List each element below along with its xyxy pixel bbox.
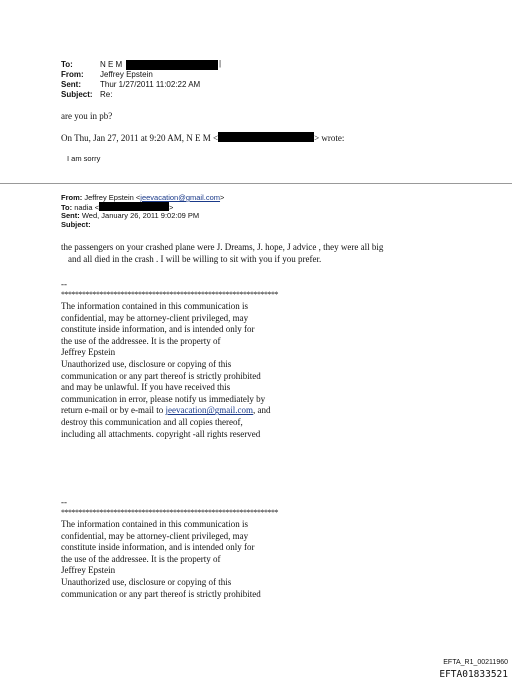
to-value-end: | <box>219 59 222 68</box>
disclaimer-line: the use of the addressee. It is the property of <box>61 335 221 346</box>
disclaimer-line: constitute inside information, and is intended only for <box>61 324 255 335</box>
star-separator: ************************************************************** <box>61 508 278 517</box>
quote-intro <box>61 132 344 145</box>
email2-body-line1: the passengers on your crashed plane were J. Dreams, J. hope, J advice , they were all big <box>61 242 384 252</box>
to-value: N E M <box>100 60 123 69</box>
star-separator: ************************************************************** <box>61 290 278 299</box>
signature-dash: -- <box>61 279 67 289</box>
disclaimer-line: constitute inside information, and is intended only for <box>61 542 255 553</box>
from-email-link[interactable]: jeevacation@gmail.com <box>140 193 221 202</box>
sent-label: Sent: <box>61 80 81 89</box>
disclaimer-line: communication or any part thereof is strictly prohibited <box>61 370 261 381</box>
to-label: To: <box>61 203 73 212</box>
footer-id-1: EFTA_R1_00211960 <box>443 659 508 666</box>
from-label: From: <box>61 193 83 202</box>
from-label: From: <box>61 70 84 79</box>
from-value: Jeffrey Epstein < <box>84 193 141 202</box>
subject-value: Re: <box>100 90 113 99</box>
redaction-box <box>99 202 169 211</box>
disclaimer-block <box>61 301 270 440</box>
redaction-box <box>218 132 314 142</box>
signature-dash: -- <box>61 497 67 507</box>
disclaimer-line: confidential, may be attorney-client privileged, may <box>61 312 249 323</box>
disclaimer-line: Jeffrey Epstein <box>61 347 116 358</box>
disclaimer-line: confidential, may be attorney-client privileged, may <box>61 530 249 541</box>
disclaimer-line: including all attachments. copyright -all rights reserved <box>61 428 261 439</box>
disclaimer-line: the use of the addressee. It is the property of <box>61 553 221 564</box>
email2-from-line <box>61 193 224 202</box>
disclaimer-line: communication or any part thereof is strictly prohibited <box>61 588 261 599</box>
disclaimer-line: Jeffrey Epstein <box>61 565 116 576</box>
sent-value: Thur 1/27/2011 11:02:22 AM <box>100 80 201 89</box>
email2-subject-line <box>61 220 91 229</box>
disclaimer-line: and may be unlawful. If you have received this <box>61 382 231 393</box>
email2-sent-line <box>61 211 199 220</box>
email2-body-line2: and all died in the crash . I will be willing to sit with you if you prefer. <box>68 254 322 264</box>
disclaimer-block <box>61 519 261 600</box>
quote-intro-pre: On Thu, Jan 27, 2011 at 9:20 AM, N E M < <box>61 133 219 143</box>
to-end: > <box>169 203 174 212</box>
footer-id-2: EFTA01833521 <box>439 669 508 680</box>
disclaimer-line: The information contained in this communication is <box>61 519 248 529</box>
from-value: Jeffrey Epstein <box>100 70 153 79</box>
disclaimer-line: Unauthorized use, disclosure or copying of this <box>61 576 232 587</box>
email1-body: are you in pb? <box>61 111 113 121</box>
quoted-text: I am sorry <box>67 154 101 163</box>
quote-intro-post: > wrote: <box>314 133 345 143</box>
sent-label: Sent: <box>61 211 80 220</box>
subject-label: Subject: <box>61 220 91 229</box>
disclaimer-line: The information contained in this communication is <box>61 301 248 311</box>
disclaimer-email-link[interactable]: jeevacation@gmail.com <box>165 405 253 416</box>
disclaimer-email-line <box>61 405 270 417</box>
disclaimer-line: Unauthorized use, disclosure or copying of this <box>61 358 232 369</box>
disclaimer-line: destroy this communication and all copies thereof, <box>61 416 243 427</box>
redaction-box <box>126 60 218 70</box>
to-label: To: <box>61 60 73 69</box>
divider <box>0 183 512 184</box>
subject-label: Subject: <box>61 90 93 99</box>
disclaimer-line: communication in error, please notify us immediately by <box>61 393 266 404</box>
from-end: > <box>220 193 225 202</box>
disclaimer-line-text: , and <box>252 405 271 416</box>
disclaimer-line-text: return e-mail or by e-mail to <box>61 405 166 416</box>
to-value: nadia < <box>74 203 100 212</box>
sent-value: Wed, January 26, 2011 9:02:09 PM <box>81 211 200 220</box>
